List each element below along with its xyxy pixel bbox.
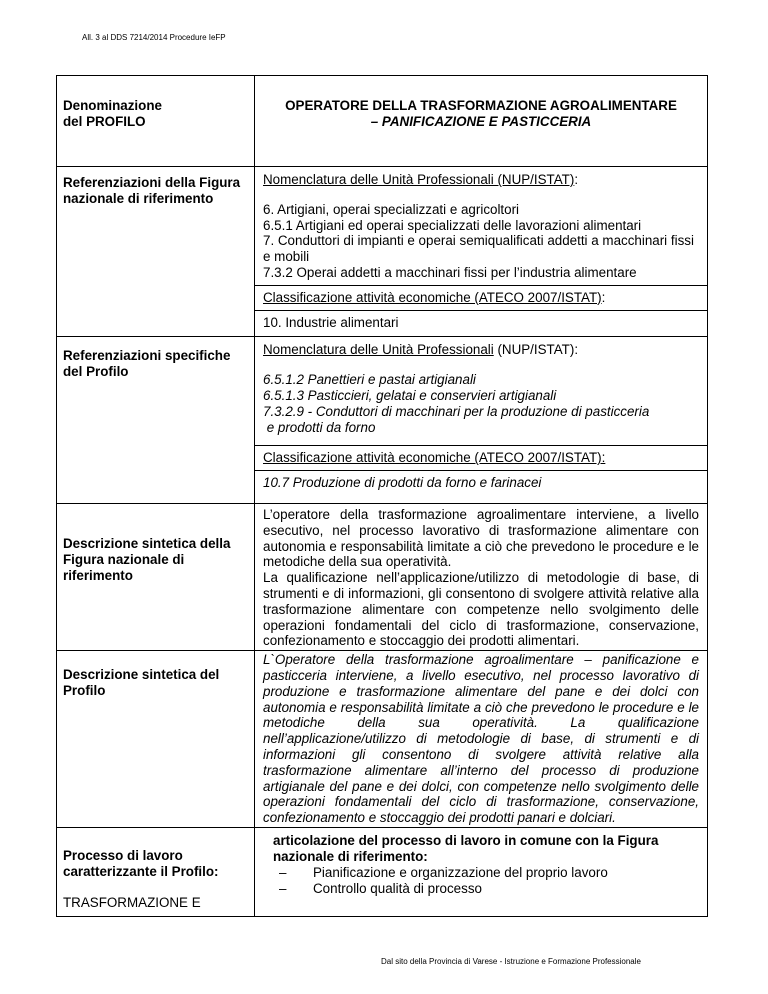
processo-heading: articolazione del processo di lavoro in comune con la Figura nazionale di riferimento: bbox=[273, 832, 659, 864]
dash-bullet: – bbox=[279, 865, 287, 881]
label-descrizione-profilo: Descrizione sintetica del Profilo bbox=[57, 651, 255, 828]
processo-list bbox=[273, 865, 699, 897]
nup-item-profilo: 6.5.1.2 Panettieri e pastai artigianali bbox=[263, 372, 476, 388]
ateco-value: 10. Industrie alimentari bbox=[255, 310, 707, 337]
figura-nazionale-content bbox=[255, 167, 708, 337]
table-row-profilo-specifico bbox=[57, 337, 708, 504]
ateco-colon: : bbox=[601, 289, 606, 305]
profile-table bbox=[56, 75, 708, 917]
label-descrizione-figura: Descrizione sintetica della Figura nazionale di riferimento bbox=[57, 503, 255, 650]
nup-item: 6.5.1 Artigiani ed operai specializzati delle lavorazioni alimentari bbox=[263, 217, 642, 233]
document-footer: Dal sito della Provincia di Varese - Istruzione e Formazione Professionale bbox=[381, 957, 641, 966]
list-item-text: Pianificazione e organizzazione del proprio lavoro bbox=[313, 865, 608, 881]
nup-heading: Nomenclatura delle Unità Professionali (NUP/ISTAT) bbox=[263, 172, 575, 187]
label-referenziazioni-figura: Referenziazioni della Figura nazionale di riferimento bbox=[57, 167, 255, 337]
profilo-specifico-content bbox=[255, 337, 708, 504]
processo-content bbox=[255, 827, 708, 916]
profile-title-line1: OPERATORE DELLA TRASFORMAZIONE AGROALIMENTARE bbox=[285, 98, 677, 113]
table-row-figura-nazionale bbox=[57, 167, 708, 337]
profile-title bbox=[255, 76, 708, 167]
descrizione-figura-paragraph: La qualificazione nell’applicazione/utilizzo di metodologie di base, di strumenti e di informazioni, gli consentono di svolgere attività relative alla trasformazione alimentare con competenze nello svolgimento delle operazioni fondamentali del ciclo di trasformazione, conservazione, confezionamento e stoccaggio dei prodotti alimentari. bbox=[263, 570, 699, 649]
ateco-heading-profilo bbox=[255, 445, 707, 470]
list-item-text: Controllo qualità di processo bbox=[313, 881, 482, 897]
label-denominazione-line1: Denominazione bbox=[63, 98, 162, 113]
table-row-denominazione bbox=[57, 76, 708, 167]
document-header: All. 3 al DDS 7214/2014 Procedure IeFP bbox=[82, 33, 226, 42]
nup-colon: : bbox=[574, 172, 579, 187]
label-processo bbox=[57, 827, 255, 916]
label-denominazione-line2: del PROFILO bbox=[63, 113, 146, 129]
label-processo-extra: TRASFORMAZIONE E bbox=[63, 895, 201, 911]
label-processo-text: Processo di lavoro caratterizzante il Profilo: bbox=[63, 847, 219, 879]
profile-title-line2: – PANIFICAZIONE E PASTICCERIA bbox=[370, 113, 592, 129]
descrizione-figura-paragraph: L’operatore della trasformazione agroalimentare interviene, a livello esecutivo, nel processo lavorativo di trasformazione alimentare con autonomia e responsabilità limitate a ciò che prevedono le procedure e le metodiche della sua operatività. bbox=[263, 506, 699, 570]
dash-bullet: – bbox=[279, 881, 287, 897]
nup-item-profilo: e prodotti da forno bbox=[263, 419, 376, 435]
list-item bbox=[273, 865, 699, 881]
ateco-heading-row bbox=[255, 285, 707, 310]
descrizione-profilo-paragraph: L`Operatore della trasformazione agroalimentare – panificazione e pasticceria interviene, a livello esecutivo, nel processo lavorativo di produzione e trasformazione alimentare del pane e dei dolci con autonomia e responsabilità limitate a ciò che prevedono le procedure e le metodiche della sua operatività. La qualificazione nell’applicazione/utilizzo di metodologie di base, di strumenti e di informazioni gli consentono di svolgere attività relative alla trasformazione alimentare all’interno del processo di produzione artigianale del pane e dei dolci, con competenze nello svolgimento delle operazioni fondamentali del ciclo di trasformazione, conservazione, confezionamento e stoccaggio dei prodotti panari e dolciari. bbox=[263, 652, 699, 826]
nup-item-profilo: 6.5.1.3 Pasticcieri, gelatai e conservieri artigianali bbox=[263, 387, 557, 403]
nup-item-profilo: 7.3.2.9 - Conduttori di macchinari per la produzione di pasticceria bbox=[263, 403, 650, 419]
descrizione-figura-content bbox=[255, 503, 708, 650]
nup-item: 6. Artigiani, operai specializzati e agricoltori bbox=[263, 201, 520, 217]
table-row-descrizione-profilo bbox=[57, 651, 708, 828]
list-item bbox=[273, 881, 699, 897]
ateco-heading-text: Classificazione attività economiche (ATECO 2007/ISTAT): bbox=[263, 450, 606, 466]
nup-suffix-profilo: (NUP/ISTAT): bbox=[493, 342, 579, 358]
nup-item: 7.3.2 Operai addetti a macchinari fissi per l’industria alimentare bbox=[263, 264, 637, 280]
descrizione-profilo-content bbox=[255, 651, 708, 828]
ateco-value-profilo: 10.7 Produzione di prodotti da forno e farinacei bbox=[255, 470, 707, 503]
nup-item: 7. Conduttori di impianti e operai semiqualificati addetti a macchinari fissi e mobili bbox=[263, 233, 694, 265]
nup-heading-profilo: Nomenclatura delle Unità Professionali bbox=[263, 342, 494, 358]
ateco-heading: Classificazione attività economiche (ATECO 2007/ISTAT) bbox=[263, 289, 602, 305]
table-row-processo bbox=[57, 827, 708, 916]
label-referenziazioni-profilo: Referenziazioni specifiche del Profilo bbox=[57, 337, 255, 504]
table-row-descrizione-figura bbox=[57, 503, 708, 650]
label-denominazione bbox=[57, 76, 255, 167]
